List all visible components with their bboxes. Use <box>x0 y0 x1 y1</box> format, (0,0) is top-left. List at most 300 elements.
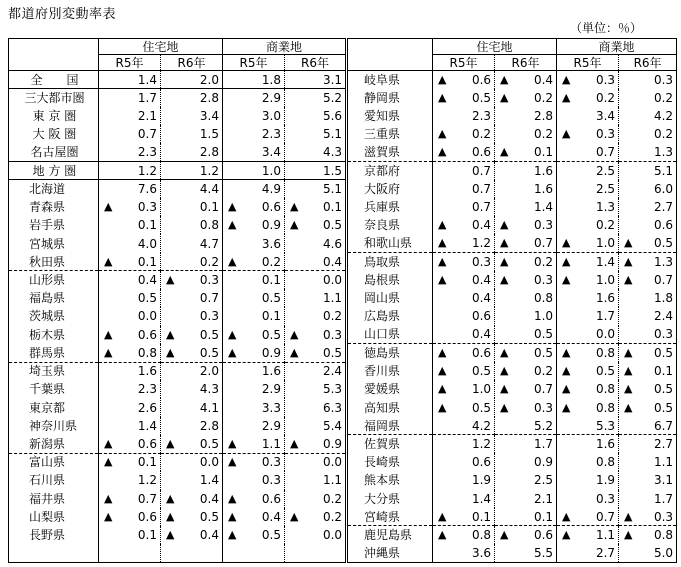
change-rate-value: 0.0 <box>137 309 157 324</box>
change-rate-value: 0.4 <box>533 72 554 87</box>
value-cell <box>285 508 347 526</box>
change-rate-value: 0.4 <box>322 254 343 269</box>
value-cell <box>285 453 347 471</box>
change-rate-value: 0.2 <box>322 309 343 324</box>
change-rate-value: 0.7 <box>137 491 157 506</box>
prefecture-label: 京都府 <box>364 163 401 178</box>
change-rate-value: 1.6 <box>595 437 616 452</box>
value-cell <box>619 107 677 125</box>
change-rate-value: 0.3 <box>199 273 220 288</box>
prefecture-label: 宮崎県 <box>364 509 401 524</box>
value-cell <box>433 490 495 508</box>
value-cell <box>99 344 161 362</box>
change-rate-value: 0.6 <box>137 327 157 342</box>
value-cell <box>223 544 285 562</box>
table-row <box>9 471 677 489</box>
change-rate-value: 1.3 <box>595 200 616 215</box>
change-rate-value: 2.7 <box>653 200 674 215</box>
change-rate-value: 0.2 <box>595 218 616 233</box>
value-cell <box>433 471 495 489</box>
prefecture-label: 群馬県 <box>29 345 66 360</box>
change-rate-value: 0.9 <box>261 218 282 233</box>
header-row <box>9 55 677 71</box>
unit-label: （単位：％） <box>570 21 643 35</box>
prefecture-label: 千葉県 <box>29 382 66 397</box>
negative-triangle-icon: ▲ <box>438 346 447 360</box>
change-rate-value: 4.2 <box>471 418 492 433</box>
change-rate-value: 5.3 <box>322 382 343 397</box>
value-cell <box>495 216 557 234</box>
change-rate-value: 5.1 <box>322 127 343 142</box>
value-cell <box>619 526 677 544</box>
value-cell <box>161 326 223 344</box>
value-cell <box>99 380 161 398</box>
change-rate-value: 2.1 <box>137 109 157 124</box>
value-cell <box>223 253 285 271</box>
value-cell <box>495 344 557 362</box>
prefecture-name <box>347 307 433 325</box>
change-rate-value: 1.1 <box>261 436 282 451</box>
value-cell <box>285 435 347 453</box>
value-cell <box>557 380 619 398</box>
prefecture-name <box>9 162 99 180</box>
change-rate-value: 1.7 <box>595 309 616 324</box>
value-cell <box>285 71 347 89</box>
value-cell <box>99 125 161 143</box>
value-cell <box>161 544 223 562</box>
value-cell <box>433 417 495 435</box>
prefecture-label: 東京都 <box>29 400 66 415</box>
value-cell <box>161 89 223 107</box>
negative-triangle-icon: ▲ <box>228 200 237 214</box>
change-rate-value: 1.7 <box>653 491 674 506</box>
change-rate-value: 4.7 <box>199 236 220 251</box>
value-cell <box>99 362 161 380</box>
table-row <box>9 216 677 234</box>
value-cell <box>285 89 347 107</box>
prefecture-label: 兵庫県 <box>364 200 401 215</box>
value-cell <box>557 526 619 544</box>
value-cell <box>99 544 161 562</box>
negative-triangle-icon: ▲ <box>290 200 299 214</box>
change-rate-value: 0.6 <box>471 72 492 87</box>
negative-triangle-icon: ▲ <box>562 528 571 542</box>
value-cell <box>619 180 677 198</box>
change-rate-value: 0.3 <box>595 127 616 142</box>
value-cell <box>433 398 495 416</box>
value-cell <box>285 107 347 125</box>
change-rate-value: 6.7 <box>653 418 674 433</box>
value-cell <box>495 198 557 216</box>
change-rate-value: 0.3 <box>533 273 554 288</box>
change-rate-value: 1.1 <box>322 291 343 306</box>
negative-triangle-icon: ▲ <box>228 436 237 450</box>
table-row <box>9 544 677 562</box>
value-cell <box>99 417 161 435</box>
value-cell <box>495 89 557 107</box>
change-rate-value: 0.1 <box>533 509 554 524</box>
prefecture-name <box>9 89 99 107</box>
change-rate-value: 0.8 <box>471 528 492 543</box>
prefecture-name <box>9 307 99 325</box>
header-blank <box>9 39 99 55</box>
negative-triangle-icon: ▲ <box>438 127 447 141</box>
change-rate-value: 0.1 <box>653 364 674 379</box>
negative-triangle-icon: ▲ <box>562 90 571 104</box>
prefecture-name <box>347 344 433 362</box>
value-cell <box>99 198 161 216</box>
change-rate-value: 0.4 <box>137 273 157 288</box>
change-rate-value: 1.0 <box>595 273 616 288</box>
negative-triangle-icon: ▲ <box>500 145 509 159</box>
change-rate-value: 6.3 <box>322 400 343 415</box>
value-cell <box>495 526 557 544</box>
value-cell <box>495 398 557 416</box>
change-rate-value: 0.6 <box>471 346 492 361</box>
prefecture-label: 石川県 <box>29 473 66 488</box>
value-cell <box>619 362 677 380</box>
change-rate-value: 0.6 <box>471 455 492 470</box>
prefecture-name <box>347 526 433 544</box>
table-row <box>9 234 677 252</box>
value-cell <box>557 143 619 161</box>
table-row <box>9 344 677 362</box>
change-rate-value: 0.6 <box>137 509 157 524</box>
value-cell <box>495 143 557 161</box>
table-row <box>9 271 677 289</box>
negative-triangle-icon: ▲ <box>438 72 447 86</box>
value-cell <box>433 125 495 143</box>
change-rate-value: 0.1 <box>322 200 343 215</box>
change-rate-value: 5.2 <box>322 91 343 106</box>
negative-triangle-icon: ▲ <box>438 236 447 250</box>
prefecture-name <box>9 417 99 435</box>
change-rate-value: 2.6 <box>137 400 157 415</box>
change-rate-value: 4.6 <box>322 236 343 251</box>
change-rate-value: 1.4 <box>533 200 554 215</box>
prefecture-label: 富山県 <box>29 455 66 470</box>
value-cell <box>223 417 285 435</box>
change-rate-value: 0.2 <box>322 509 343 524</box>
negative-triangle-icon: ▲ <box>500 528 509 542</box>
negative-triangle-icon: ▲ <box>438 255 447 269</box>
change-rate-value: 2.9 <box>261 91 282 106</box>
prefecture-name <box>9 271 99 289</box>
value-cell <box>161 508 223 526</box>
value-cell <box>285 471 347 489</box>
change-rate-value: 2.1 <box>533 491 554 506</box>
value-cell <box>99 162 161 180</box>
negative-triangle-icon: ▲ <box>500 364 509 378</box>
negative-triangle-icon: ▲ <box>562 273 571 287</box>
value-cell <box>223 526 285 544</box>
prefecture-label: 静岡県 <box>364 90 401 105</box>
change-rate-value: 2.9 <box>261 418 282 433</box>
negative-triangle-icon: ▲ <box>500 218 509 232</box>
value-cell <box>619 198 677 216</box>
prefecture-name <box>347 289 433 307</box>
negative-triangle-icon: ▲ <box>166 345 175 359</box>
value-cell <box>495 307 557 325</box>
negative-triangle-icon: ▲ <box>500 346 509 360</box>
value-cell <box>223 380 285 398</box>
value-cell <box>433 289 495 307</box>
prefecture-label: 岩手県 <box>29 218 66 233</box>
change-rate-value: 0.3 <box>261 455 282 470</box>
negative-triangle-icon: ▲ <box>500 255 509 269</box>
change-rate-value: 3.1 <box>653 473 674 488</box>
value-cell <box>557 362 619 380</box>
header-r5: R5年 <box>99 55 161 71</box>
value-cell <box>99 453 161 471</box>
value-cell <box>161 362 223 380</box>
value-cell <box>223 89 285 107</box>
value-cell <box>619 162 677 180</box>
change-rate-value: 2.0 <box>199 364 220 379</box>
prefecture-name <box>9 453 99 471</box>
value-cell <box>433 307 495 325</box>
negative-triangle-icon: ▲ <box>438 528 447 542</box>
table-row <box>9 435 677 453</box>
prefecture-label: 和歌山県 <box>364 236 413 251</box>
table-row <box>9 143 677 161</box>
negative-triangle-icon: ▲ <box>500 273 509 287</box>
prefecture-label: 長野県 <box>29 528 66 543</box>
prefecture-label: 滋賀県 <box>364 145 401 160</box>
prefecture-label: 栃木県 <box>29 327 66 342</box>
prefecture-label: 秋田県 <box>29 254 66 269</box>
change-rate-value: 0.5 <box>471 400 492 415</box>
value-cell <box>557 216 619 234</box>
value-cell <box>433 234 495 252</box>
prefecture-name <box>347 417 433 435</box>
value-cell <box>161 471 223 489</box>
prefecture-name <box>347 508 433 526</box>
negative-triangle-icon: ▲ <box>624 236 633 250</box>
value-cell <box>285 216 347 234</box>
value-cell <box>161 289 223 307</box>
change-rate-value: 1.0 <box>595 236 616 251</box>
change-rate-value: 1.4 <box>137 418 157 433</box>
table-row <box>9 89 677 107</box>
change-rate-value: 1.9 <box>595 473 616 488</box>
value-cell <box>223 198 285 216</box>
value-cell <box>433 198 495 216</box>
value-cell <box>285 490 347 508</box>
value-cell <box>495 289 557 307</box>
prefecture-label: 三大都市圏 <box>24 91 85 106</box>
change-rate-value: 3.0 <box>261 109 282 124</box>
negative-triangle-icon: ▲ <box>562 255 571 269</box>
change-rate-value: 5.2 <box>533 418 554 433</box>
prefecture-name <box>347 71 433 89</box>
change-rate-value: 0.4 <box>471 291 492 306</box>
value-cell <box>223 143 285 161</box>
change-rate-value: 4.9 <box>261 182 282 197</box>
prefecture-label: 熊本県 <box>364 473 401 488</box>
prefecture-label: 愛媛県 <box>364 382 401 397</box>
change-rate-value: 5.1 <box>653 163 674 178</box>
value-cell <box>619 71 677 89</box>
table-row <box>9 508 677 526</box>
change-rate-value: 5.6 <box>322 109 343 124</box>
change-rate-value: 0.4 <box>471 273 492 288</box>
negative-triangle-icon: ▲ <box>290 327 299 341</box>
value-cell <box>495 471 557 489</box>
negative-triangle-icon: ▲ <box>228 254 237 268</box>
value-cell <box>495 71 557 89</box>
change-rate-value: 1.6 <box>595 291 616 306</box>
change-rate-value: 0.5 <box>137 291 157 306</box>
change-rate-value: 1.6 <box>533 181 554 196</box>
value-cell <box>285 289 347 307</box>
prefecture-label: 大 阪 圏 <box>32 127 77 142</box>
value-cell <box>619 89 677 107</box>
change-rate-value: 0.3 <box>595 72 616 87</box>
table-row <box>9 107 677 125</box>
value-cell <box>557 417 619 435</box>
negative-triangle-icon: ▲ <box>290 509 299 523</box>
change-rate-value: 2.8 <box>199 418 220 433</box>
change-rate-value: 0.8 <box>533 291 554 306</box>
change-rate-value: 0.3 <box>533 400 554 415</box>
prefecture-name <box>9 398 99 416</box>
value-cell <box>161 125 223 143</box>
header-blank <box>347 55 433 71</box>
value-cell <box>161 307 223 325</box>
negative-triangle-icon: ▲ <box>438 218 447 232</box>
prefecture-name <box>9 380 99 398</box>
change-rate-value: 5.4 <box>322 418 343 433</box>
change-rate-value: 0.5 <box>199 509 220 524</box>
value-cell <box>557 307 619 325</box>
change-rate-value: 0.1 <box>533 145 554 160</box>
change-rate-value: 0.5 <box>533 346 554 361</box>
prefecture-name <box>347 253 433 271</box>
change-rate-value: 0.7 <box>653 273 674 288</box>
change-rate-value: 0.2 <box>471 127 492 142</box>
change-rate-value: 0.0 <box>322 455 343 470</box>
table-row <box>9 490 677 508</box>
change-rate-value: 3.4 <box>261 145 282 160</box>
negative-triangle-icon: ▲ <box>104 455 113 469</box>
prefecture-name <box>347 453 433 471</box>
prefecture-label: 鹿児島県 <box>364 528 413 543</box>
value-cell <box>619 380 677 398</box>
change-rate-value: 1.6 <box>261 364 282 379</box>
value-cell <box>99 216 161 234</box>
value-cell <box>223 162 285 180</box>
value-cell <box>99 234 161 252</box>
change-rate-value: 0.4 <box>199 491 220 506</box>
value-cell <box>619 453 677 471</box>
change-rate-value: 4.2 <box>653 109 674 124</box>
negative-triangle-icon: ▲ <box>562 382 571 396</box>
change-rate-value: 4.3 <box>199 382 220 397</box>
value-cell <box>161 143 223 161</box>
value-cell <box>557 289 619 307</box>
value-cell <box>495 326 557 344</box>
value-cell <box>557 544 619 562</box>
change-rate-value: 1.2 <box>137 163 157 178</box>
negative-triangle-icon: ▲ <box>166 436 175 450</box>
negative-triangle-icon: ▲ <box>166 273 175 287</box>
value-cell <box>495 435 557 453</box>
value-cell <box>99 71 161 89</box>
value-cell <box>495 490 557 508</box>
value-cell <box>557 162 619 180</box>
negative-triangle-icon: ▲ <box>624 528 633 542</box>
change-rate-value: 0.6 <box>471 145 492 160</box>
value-cell <box>557 490 619 508</box>
value-cell <box>161 398 223 416</box>
change-rate-value: 2.5 <box>595 163 616 178</box>
prefecture-name <box>347 89 433 107</box>
negative-triangle-icon: ▲ <box>104 491 113 505</box>
value-cell <box>161 271 223 289</box>
value-cell <box>557 435 619 453</box>
value-cell <box>99 508 161 526</box>
value-cell <box>495 544 557 562</box>
prefecture-label: 山口県 <box>364 327 401 342</box>
change-rate-value: 1.2 <box>471 236 492 251</box>
change-rate-value: 0.3 <box>261 473 282 488</box>
value-cell <box>161 216 223 234</box>
value-cell <box>495 253 557 271</box>
prefecture-label: 福島県 <box>29 291 66 306</box>
change-rate-value: 1.3 <box>653 145 674 160</box>
value-cell <box>223 344 285 362</box>
value-cell <box>161 453 223 471</box>
header-row <box>9 39 677 55</box>
change-rate-value: 7.6 <box>137 182 157 197</box>
negative-triangle-icon: ▲ <box>562 346 571 360</box>
negative-triangle-icon: ▲ <box>228 218 237 232</box>
change-rate-value: 0.8 <box>595 455 616 470</box>
value-cell <box>161 180 223 198</box>
value-cell <box>433 71 495 89</box>
table-row <box>9 326 677 344</box>
prefecture-name <box>9 544 99 562</box>
prefecture-name <box>347 435 433 453</box>
prefecture-name <box>9 289 99 307</box>
value-cell <box>495 417 557 435</box>
change-rate-value: 2.3 <box>471 109 492 124</box>
change-rate-value: 2.4 <box>322 364 343 379</box>
change-rate-value: 1.1 <box>595 528 616 543</box>
value-cell <box>99 307 161 325</box>
header-blank <box>9 55 99 71</box>
change-rate-value: 0.5 <box>199 327 220 342</box>
value-cell <box>433 453 495 471</box>
change-rate-value: 1.4 <box>137 72 157 87</box>
table-row <box>9 417 677 435</box>
change-rate-value: 0.5 <box>653 346 674 361</box>
change-rate-value: 0.9 <box>261 345 282 360</box>
prefecture-label: 島根県 <box>364 273 401 288</box>
prefecture-name <box>347 216 433 234</box>
change-rate-value: 0.8 <box>199 218 220 233</box>
change-rate-value: 3.3 <box>261 400 282 415</box>
prefecture-label: 宮城県 <box>29 236 66 251</box>
header-r6: R6年 <box>285 55 347 71</box>
negative-triangle-icon: ▲ <box>104 436 113 450</box>
change-rate-value: 1.5 <box>199 127 220 142</box>
value-cell <box>557 508 619 526</box>
change-rate-value: 0.1 <box>471 509 492 524</box>
negative-triangle-icon: ▲ <box>438 509 447 523</box>
value-cell <box>99 253 161 271</box>
